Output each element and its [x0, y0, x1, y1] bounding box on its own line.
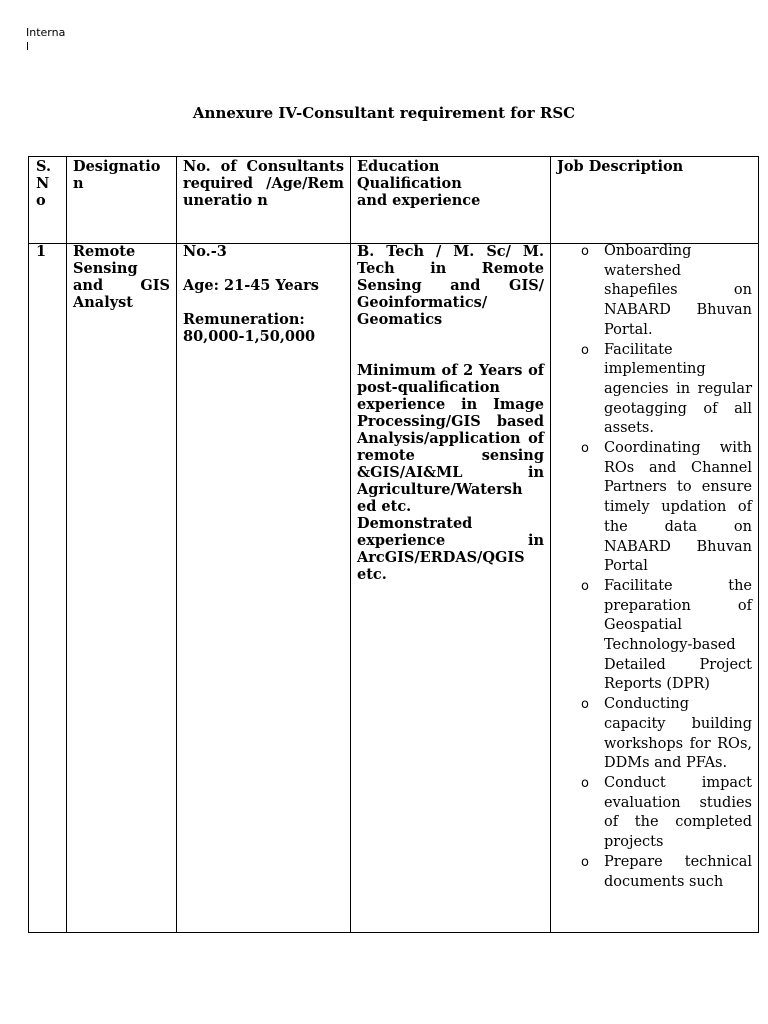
remuneration-label: Remuneration:: [183, 311, 305, 328]
document-classification-label: Interna l: [26, 26, 66, 53]
bullet-marker: o: [581, 244, 589, 259]
consultant-count: No.-3: [183, 243, 227, 260]
education-degree: B. Tech / M. Sc/ M. Tech in Remote Sensing and GIS/ Geoinformatics/ Geomatics: [357, 243, 544, 328]
row-sno: 1: [36, 243, 47, 260]
bullet-marker: o: [581, 441, 589, 457]
row-education: [357, 243, 544, 583]
education-demonstrated: Demonstrated experience in ArcGIS/ERDAS/QGIS etc.: [357, 515, 544, 583]
header-job-description: Job Description: [557, 158, 684, 175]
job-description-text: Onboarding watershed shapefiles on NABARD Bhuvan Portal.: [604, 243, 752, 338]
header-education: [357, 158, 545, 209]
header-education-line1: Education Qualification: [357, 158, 462, 192]
header-designation: Designatio n: [73, 158, 161, 192]
job-description-text: Prepare technical documents such: [604, 853, 752, 890]
bullet-marker: o: [581, 775, 589, 791]
job-description-item: [557, 242, 752, 341]
age-range: Age: 21-45 Years: [183, 277, 319, 294]
row-designation: Remote Sensing and GIS Analyst: [73, 243, 170, 311]
job-description-text: Facilitate the preparation of Geospatial Technology-based Detailed Project Reports (DPR): [604, 577, 752, 693]
remuneration-value: 80,000-1,50,000: [183, 328, 316, 345]
header-consultants: No. of Consultants required /Age/Remuneratio n: [183, 158, 344, 209]
row-job-description: [557, 242, 752, 892]
job-description-text: Conduct impact evaluation studies of the completed projects: [604, 774, 752, 851]
job-description-list: [557, 242, 752, 892]
job-description-text: Coordinating with ROs and Channel Partners to ensure timely updation of the data on NABARD Bhuvan Portal: [604, 440, 752, 575]
bullet-marker: o: [581, 854, 589, 870]
bullet-marker: o: [581, 578, 589, 594]
header-sno: S. N o: [36, 158, 52, 209]
education-experience: Minimum of 2 Years of post-qualification experience in Image Processing/GIS based Analysis/application of remote sensing &GIS/AI&ML in Agriculture/Watersh ed etc.: [357, 362, 544, 515]
column-divider: [66, 157, 67, 932]
page-title: Annexure IV-Consultant requirement for RSC: [192, 104, 576, 122]
job-description-text: Facilitate implementing agencies in regular geotagging of all assets.: [604, 341, 752, 437]
job-description-item: [557, 577, 752, 695]
job-description-item: [557, 774, 752, 853]
column-divider: [550, 157, 551, 932]
job-description-item: [557, 853, 752, 892]
bullet-marker: o: [581, 697, 589, 713]
job-description-item: [557, 341, 752, 440]
job-description-item: [557, 439, 752, 577]
job-description-text: Conducting capacity building workshops for ROs, DDMs and PFAs.: [604, 696, 752, 772]
header-education-line2: and experience: [357, 192, 481, 209]
consultant-requirement-table: [28, 156, 759, 933]
bullet-marker: o: [581, 342, 589, 358]
column-divider: [176, 157, 177, 932]
job-description-item: [557, 695, 752, 774]
column-divider: [350, 157, 351, 932]
row-consultants: [183, 243, 345, 345]
